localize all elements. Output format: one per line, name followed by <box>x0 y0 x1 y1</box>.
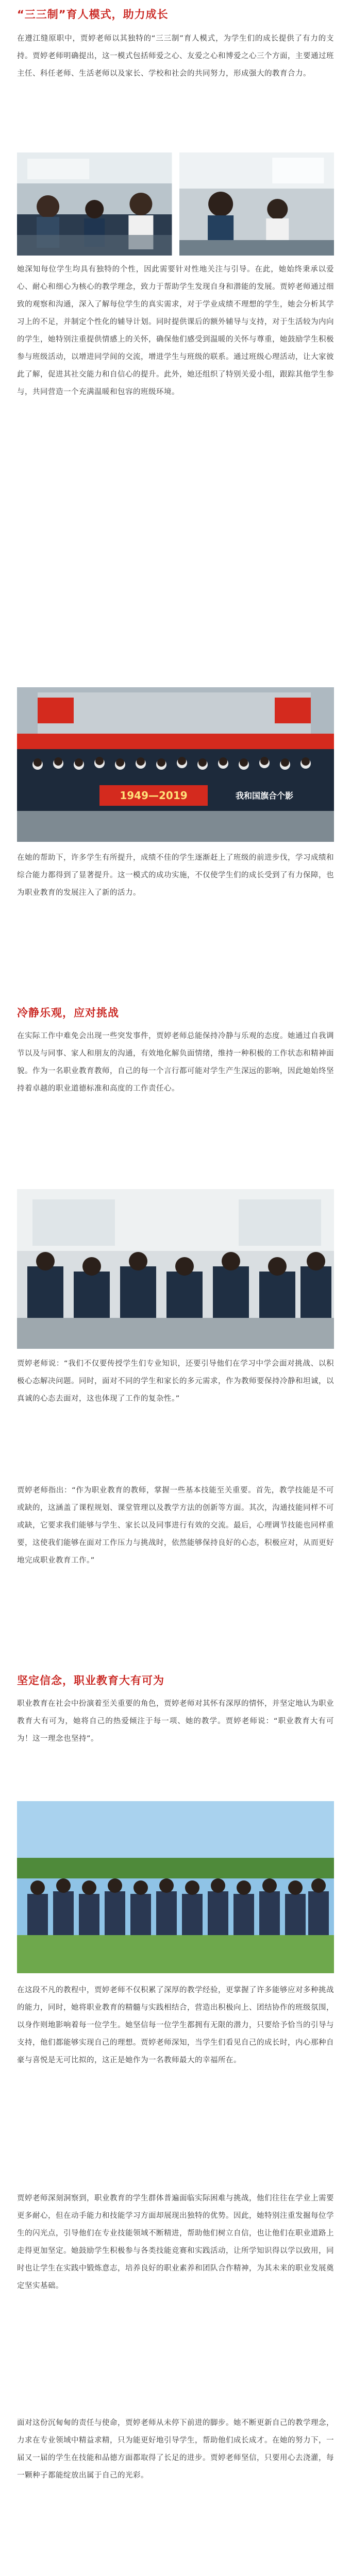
section-heading-1: “三三制”育人模式，助力成长 <box>17 8 169 21</box>
quote-paragraph: 贾婷老师说：“我们不仅要传授学生们专业知识，还要引导他们在学习中学会面对挑战、以积极心态解决问题。同时，面对不同的学生和家长的多元需求，作为教师要保持冷静和坦诚，以真诚的心态去面对，这也体现了工作的复杂性。” <box>17 1360 334 1403</box>
paragraph: 面对这份沉甸甸的责任与使命，贾婷老师从未停下前进的脚步。她不断更新自己的教学理念，力求在专业领域中精益求精，只为能更好地引导学生，帮助他们成长成才。在她的努力下，一届又一届的学生在技能和品德方面都取得了长足的进步。贾婷老师坚信，只要用心去浇灌，每一颗种子都能绽放出属于自己的光彩。 <box>17 2419 334 2480</box>
classroom-photo-right <box>179 152 335 256</box>
classroom-photo-pair <box>17 152 334 256</box>
classroom-photo <box>17 1189 334 1349</box>
banner-year: 1949—2019 <box>120 789 188 802</box>
paragraph: 在实际工作中难免会出现一些突发事件，贾婷老师总能保持冷静与乐观的态度。她通过自我调节以及与同事、家人和朋友的沟通，有效地化解负面情绪，维持一种积极的工作状态和精神面貌。作为一名职业教育教师，自己的每一个言行都可能对学生产生深远的影响，因此她始终坚持着卓越的职业道德标准和高度的工作责任心。 <box>17 1032 334 1093</box>
outdoor-group-photo <box>17 1801 334 1973</box>
paragraph: 职业教育在社会中扮演着至关重要的角色，贾婷老师对其怀有深厚的情怀，并坚定地认为职业教育大有可为，她将自己的热爱倾注于每一项、她的教学。贾婷老师说：“职业教育大有可为！这一理念也坚持”。 <box>17 1700 334 1743</box>
paragraph: 在这段不凡的教程中，贾婷老师不仅积累了深厚的教学经验，更掌握了许多能够应对多种挑战的能力，同时，她将职业教育的精髓与实践相结合，营造出积极向上、团结协作的班级氛围，以身作则地影响着每一位学生。她坚信每一位学生都拥有无限的潜力，只要给予恰当的引导与支持，他们都能够实现自己的理想。贾婷老师深知，当学生们看见自己的成长时，内心那种自豪与喜悦是无可比拟的，这正是她作为一名教师最大的幸福所在。 <box>17 1986 334 2064</box>
paragraph: 贾婷老师深刻洞察到，职业教育的学生群体普遍面临实际困难与挑战，他们往往在学业上需要更多耐心，但在动手能力和技能学习方面却展现出独特的优势。因此，她特别注重发掘每位学生的闪光点，引导他们在专业技能领域不断精进，帮助他们树立自信，也让他们在职业道路上走得更加坚定。她鼓励学生积极参与各类技能竞赛和实践活动，让所学知识得以学以致用，同时也让学生在实践中锻炼意志，培养良好的职业素养和团队合作精神，为其未来的职业发展奠定坚实基础。 <box>17 2194 334 2290</box>
paragraph: 在遵江缝原职中，贾婷老师以其独特的“三三制”育人模式，为学生们的成长提供了有力的支持。贾婷老师明确提出，这一模式包括师爱之心、友爱之心和博爱之心三个方面，主要通过班主任、科任老师、生活老师以及家长、学校和社会的共同努力，形成强大的教育合力。 <box>17 35 334 78</box>
banner-slogan: 我和国旗合个影 <box>235 791 293 801</box>
paragraph: 她深知每位学生均具有独特的个性，因此需要针对性地关注与引导。在此，她始终秉承以爱心、耐心和细心为核心的教学理念，致力于帮助学生发现自身和潜能的发展。贾婷老师通过细致的观察和沟通，深入了解每位学生的真实需求，对于学业成绩不理想的学生，她会分析其学习上的不足，并制定个性化的辅导计划。同时提供课后的额外辅导与支持，对于生活较为内向的学生，她特别注重提供情感上的关怀，确保他们感受到温暖的关怀与尊重，她鼓励学生积极参与班级活动，以增进同学间的交流，增进学生与班级的联系。通过班级心理活动，让大家彼此了解，促进其社交能力和自信心的提升。此外，她还组织了特别关爱小组，跟踪其他学生参与，共同营造一个充满温暖和包容的班级环境。 <box>17 265 334 396</box>
paragraph: 贾婷老师指出：“作为职业教育的教师，掌握一些基本技能至关重要。首先，教学技能是不可或缺的，这涵盖了课程规划、课堂管理以及教学方法的创新等方面。其次，沟通技能同样不可或缺，它要求我们能够与学生、家长以及同事进行有效的交流。最后，心理调节技能也同样重要，这使我们能够在面对工作压力与挑战时，依然能够保持良好的心态，积极应对，从而更好地完成职业教育工作。” <box>17 1486 334 1565</box>
paragraph: 在她的帮助下，许多学生有所提升，成绩不佳的学生逐渐赶上了班级的前进步伐，学习成绩和综合能力都得到了显著提升。这一模式的成功实施，不仅使学生们的成长受到了有力保障，也为职业教育的发展注入了新的活力。 <box>17 854 334 897</box>
classroom-photo-left <box>17 152 172 256</box>
section-heading-3: 坚定信念，职业教育大有可为 <box>17 1674 164 1687</box>
flag-group-photo <box>17 687 334 842</box>
section-heading-2: 冷静乐观，应对挑战 <box>17 1007 119 1019</box>
